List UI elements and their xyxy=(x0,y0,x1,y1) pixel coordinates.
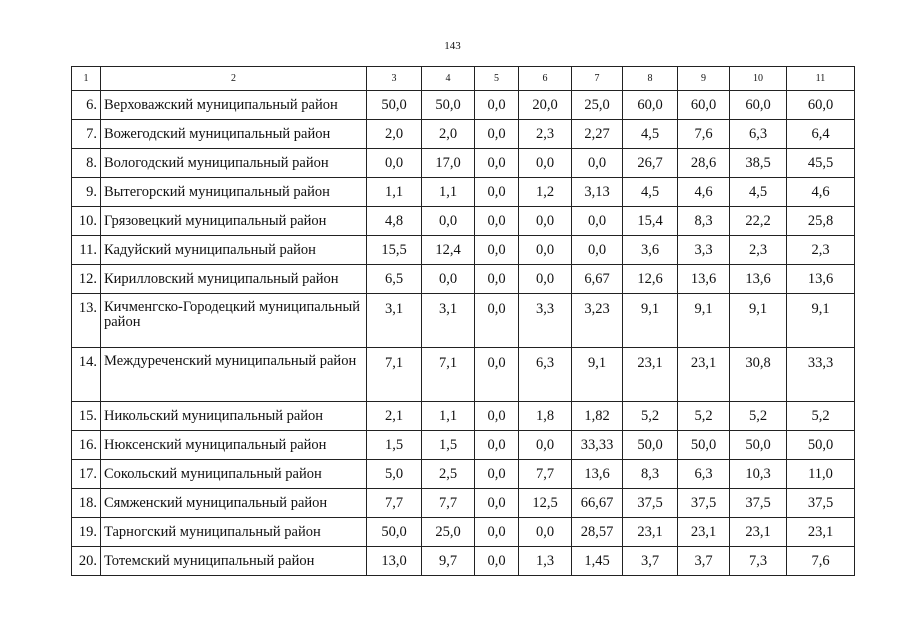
value-cell: 5,2 xyxy=(623,402,678,431)
row-number-cell: 6. xyxy=(72,91,101,120)
value-cell: 0,0 xyxy=(519,149,572,178)
value-cell: 0,0 xyxy=(422,207,475,236)
value-cell: 3,23 xyxy=(572,294,623,348)
value-cell: 7,6 xyxy=(787,547,855,576)
table-row xyxy=(72,402,855,431)
row-number-cell: 10. xyxy=(72,207,101,236)
value-cell: 60,0 xyxy=(623,91,678,120)
value-cell: 2,3 xyxy=(787,236,855,265)
value-cell: 45,5 xyxy=(787,149,855,178)
table-row xyxy=(72,348,855,402)
value-cell: 50,0 xyxy=(367,91,422,120)
value-cell: 7,7 xyxy=(367,489,422,518)
value-cell: 3,3 xyxy=(678,236,730,265)
value-cell: 38,5 xyxy=(730,149,787,178)
value-cell: 0,0 xyxy=(475,431,519,460)
value-cell: 9,1 xyxy=(678,294,730,348)
district-name-cell: Вытегорский муниципальный район xyxy=(101,178,367,207)
value-cell: 3,1 xyxy=(422,294,475,348)
value-cell: 0,0 xyxy=(475,294,519,348)
value-cell: 1,8 xyxy=(519,402,572,431)
value-cell: 7,1 xyxy=(422,348,475,402)
value-cell: 15,5 xyxy=(367,236,422,265)
district-name-cell: Кадуйский муниципальный район xyxy=(101,236,367,265)
row-number-cell: 11. xyxy=(72,236,101,265)
table-row xyxy=(72,265,855,294)
value-cell: 8,3 xyxy=(678,207,730,236)
value-cell: 7,6 xyxy=(678,120,730,149)
value-cell: 2,3 xyxy=(519,120,572,149)
value-cell: 0,0 xyxy=(475,489,519,518)
value-cell: 4,6 xyxy=(678,178,730,207)
value-cell: 2,5 xyxy=(422,460,475,489)
value-cell: 2,0 xyxy=(422,120,475,149)
value-cell: 50,0 xyxy=(367,518,422,547)
value-cell: 9,1 xyxy=(623,294,678,348)
value-cell: 23,1 xyxy=(787,518,855,547)
value-cell: 50,0 xyxy=(678,431,730,460)
district-name-cell: Нюксенский муниципальный район xyxy=(101,431,367,460)
header-cell: 10 xyxy=(730,67,787,91)
header-cell: 9 xyxy=(678,67,730,91)
value-cell: 6,3 xyxy=(519,348,572,402)
value-cell: 0,0 xyxy=(475,207,519,236)
value-cell: 0,0 xyxy=(572,207,623,236)
header-cell: 4 xyxy=(422,67,475,91)
value-cell: 37,5 xyxy=(678,489,730,518)
value-cell: 1,1 xyxy=(422,402,475,431)
value-cell: 15,4 xyxy=(623,207,678,236)
value-cell: 7,7 xyxy=(519,460,572,489)
value-cell: 0,0 xyxy=(475,178,519,207)
table-body xyxy=(72,67,855,576)
value-cell: 2,0 xyxy=(367,120,422,149)
value-cell: 6,3 xyxy=(730,120,787,149)
value-cell: 66,67 xyxy=(572,489,623,518)
row-number-cell: 16. xyxy=(72,431,101,460)
value-cell: 60,0 xyxy=(730,91,787,120)
value-cell: 0,0 xyxy=(475,547,519,576)
value-cell: 0,0 xyxy=(519,236,572,265)
district-name-cell: Никольский муниципальный район xyxy=(101,402,367,431)
value-cell: 50,0 xyxy=(730,431,787,460)
district-name-cell: Кичменгско-Городецкий муниципальный район xyxy=(101,294,367,348)
header-cell: 11 xyxy=(787,67,855,91)
value-cell: 3,13 xyxy=(572,178,623,207)
value-cell: 7,3 xyxy=(730,547,787,576)
district-name-cell: Вологодский муниципальный район xyxy=(101,149,367,178)
value-cell: 12,5 xyxy=(519,489,572,518)
value-cell: 20,0 xyxy=(519,91,572,120)
value-cell: 9,1 xyxy=(730,294,787,348)
value-cell: 0,0 xyxy=(367,149,422,178)
table-row xyxy=(72,460,855,489)
value-cell: 10,3 xyxy=(730,460,787,489)
header-cell: 2 xyxy=(101,67,367,91)
value-cell: 0,0 xyxy=(519,431,572,460)
value-cell: 13,6 xyxy=(787,265,855,294)
value-cell: 0,0 xyxy=(475,348,519,402)
row-number-cell: 19. xyxy=(72,518,101,547)
district-name-cell: Тотемский муниципальный район xyxy=(101,547,367,576)
header-cell: 8 xyxy=(623,67,678,91)
value-cell: 22,2 xyxy=(730,207,787,236)
table-row xyxy=(72,120,855,149)
value-cell: 1,2 xyxy=(519,178,572,207)
value-cell: 1,5 xyxy=(422,431,475,460)
value-cell: 5,2 xyxy=(787,402,855,431)
header-cell: 1 xyxy=(72,67,101,91)
value-cell: 4,8 xyxy=(367,207,422,236)
district-name-cell: Грязовецкий муниципальный район xyxy=(101,207,367,236)
value-cell: 0,0 xyxy=(475,149,519,178)
value-cell: 13,0 xyxy=(367,547,422,576)
table-row xyxy=(72,431,855,460)
value-cell: 25,0 xyxy=(572,91,623,120)
value-cell: 12,4 xyxy=(422,236,475,265)
value-cell: 4,5 xyxy=(623,178,678,207)
value-cell: 28,6 xyxy=(678,149,730,178)
value-cell: 5,0 xyxy=(367,460,422,489)
value-cell: 0,0 xyxy=(572,149,623,178)
row-number-cell: 12. xyxy=(72,265,101,294)
value-cell: 0,0 xyxy=(572,236,623,265)
value-cell: 5,2 xyxy=(678,402,730,431)
row-number-cell: 20. xyxy=(72,547,101,576)
value-cell: 23,1 xyxy=(623,518,678,547)
value-cell: 1,82 xyxy=(572,402,623,431)
value-cell: 9,1 xyxy=(787,294,855,348)
value-cell: 23,1 xyxy=(730,518,787,547)
district-name-cell: Кирилловский муниципальный район xyxy=(101,265,367,294)
table-row xyxy=(72,518,855,547)
value-cell: 37,5 xyxy=(730,489,787,518)
value-cell: 2,1 xyxy=(367,402,422,431)
value-cell: 33,3 xyxy=(787,348,855,402)
table-header-row xyxy=(72,67,855,91)
row-number-cell: 17. xyxy=(72,460,101,489)
value-cell: 3,7 xyxy=(623,547,678,576)
value-cell: 0,0 xyxy=(519,518,572,547)
value-cell: 0,0 xyxy=(519,207,572,236)
table-row xyxy=(72,236,855,265)
district-name-cell: Сокольский муниципальный район xyxy=(101,460,367,489)
value-cell: 1,1 xyxy=(422,178,475,207)
value-cell: 11,0 xyxy=(787,460,855,489)
row-number-cell: 7. xyxy=(72,120,101,149)
table-row xyxy=(72,91,855,120)
value-cell: 25,0 xyxy=(422,518,475,547)
table-row xyxy=(72,489,855,518)
value-cell: 13,6 xyxy=(730,265,787,294)
value-cell: 7,7 xyxy=(422,489,475,518)
value-cell: 28,57 xyxy=(572,518,623,547)
header-cell: 6 xyxy=(519,67,572,91)
value-cell: 3,3 xyxy=(519,294,572,348)
value-cell: 9,1 xyxy=(572,348,623,402)
value-cell: 9,7 xyxy=(422,547,475,576)
value-cell: 1,45 xyxy=(572,547,623,576)
value-cell: 23,1 xyxy=(678,518,730,547)
row-number-cell: 18. xyxy=(72,489,101,518)
value-cell: 37,5 xyxy=(787,489,855,518)
value-cell: 0,0 xyxy=(475,518,519,547)
value-cell: 50,0 xyxy=(787,431,855,460)
table-row xyxy=(72,207,855,236)
value-cell: 3,7 xyxy=(678,547,730,576)
value-cell: 50,0 xyxy=(623,431,678,460)
value-cell: 1,3 xyxy=(519,547,572,576)
value-cell: 25,8 xyxy=(787,207,855,236)
row-number-cell: 9. xyxy=(72,178,101,207)
value-cell: 0,0 xyxy=(475,460,519,489)
district-name-cell: Верховажский муниципальный район xyxy=(101,91,367,120)
value-cell: 50,0 xyxy=(422,91,475,120)
value-cell: 60,0 xyxy=(678,91,730,120)
value-cell: 13,6 xyxy=(678,265,730,294)
value-cell: 6,4 xyxy=(787,120,855,149)
table-row xyxy=(72,178,855,207)
table-row xyxy=(72,294,855,348)
value-cell: 30,8 xyxy=(730,348,787,402)
value-cell: 7,1 xyxy=(367,348,422,402)
header-cell: 5 xyxy=(475,67,519,91)
value-cell: 4,5 xyxy=(730,178,787,207)
value-cell: 4,5 xyxy=(623,120,678,149)
value-cell: 33,33 xyxy=(572,431,623,460)
value-cell: 26,7 xyxy=(623,149,678,178)
district-name-cell: Сямженский муниципальный район xyxy=(101,489,367,518)
value-cell: 6,3 xyxy=(678,460,730,489)
value-cell: 12,6 xyxy=(623,265,678,294)
value-cell: 6,67 xyxy=(572,265,623,294)
header-cell: 3 xyxy=(367,67,422,91)
district-name-cell: Междуреченский муниципальный район xyxy=(101,348,367,402)
value-cell: 3,6 xyxy=(623,236,678,265)
data-table xyxy=(71,66,855,576)
value-cell: 2,27 xyxy=(572,120,623,149)
value-cell: 0,0 xyxy=(519,265,572,294)
value-cell: 2,3 xyxy=(730,236,787,265)
value-cell: 5,2 xyxy=(730,402,787,431)
table-row xyxy=(72,547,855,576)
value-cell: 3,1 xyxy=(367,294,422,348)
value-cell: 23,1 xyxy=(623,348,678,402)
row-number-cell: 14. xyxy=(72,348,101,402)
value-cell: 0,0 xyxy=(422,265,475,294)
value-cell: 23,1 xyxy=(678,348,730,402)
value-cell: 60,0 xyxy=(787,91,855,120)
value-cell: 0,0 xyxy=(475,265,519,294)
value-cell: 0,0 xyxy=(475,402,519,431)
district-name-cell: Тарногский муниципальный район xyxy=(101,518,367,547)
value-cell: 8,3 xyxy=(623,460,678,489)
district-name-cell: Вожегодский муниципальный район xyxy=(101,120,367,149)
row-number-cell: 15. xyxy=(72,402,101,431)
value-cell: 13,6 xyxy=(572,460,623,489)
value-cell: 4,6 xyxy=(787,178,855,207)
value-cell: 6,5 xyxy=(367,265,422,294)
value-cell: 0,0 xyxy=(475,91,519,120)
value-cell: 17,0 xyxy=(422,149,475,178)
page-number: 143 xyxy=(444,40,461,52)
header-cell: 7 xyxy=(572,67,623,91)
table-row xyxy=(72,149,855,178)
value-cell: 1,1 xyxy=(367,178,422,207)
row-number-cell: 8. xyxy=(72,149,101,178)
value-cell: 0,0 xyxy=(475,120,519,149)
value-cell: 1,5 xyxy=(367,431,422,460)
row-number-cell: 13. xyxy=(72,294,101,348)
value-cell: 37,5 xyxy=(623,489,678,518)
value-cell: 0,0 xyxy=(475,236,519,265)
